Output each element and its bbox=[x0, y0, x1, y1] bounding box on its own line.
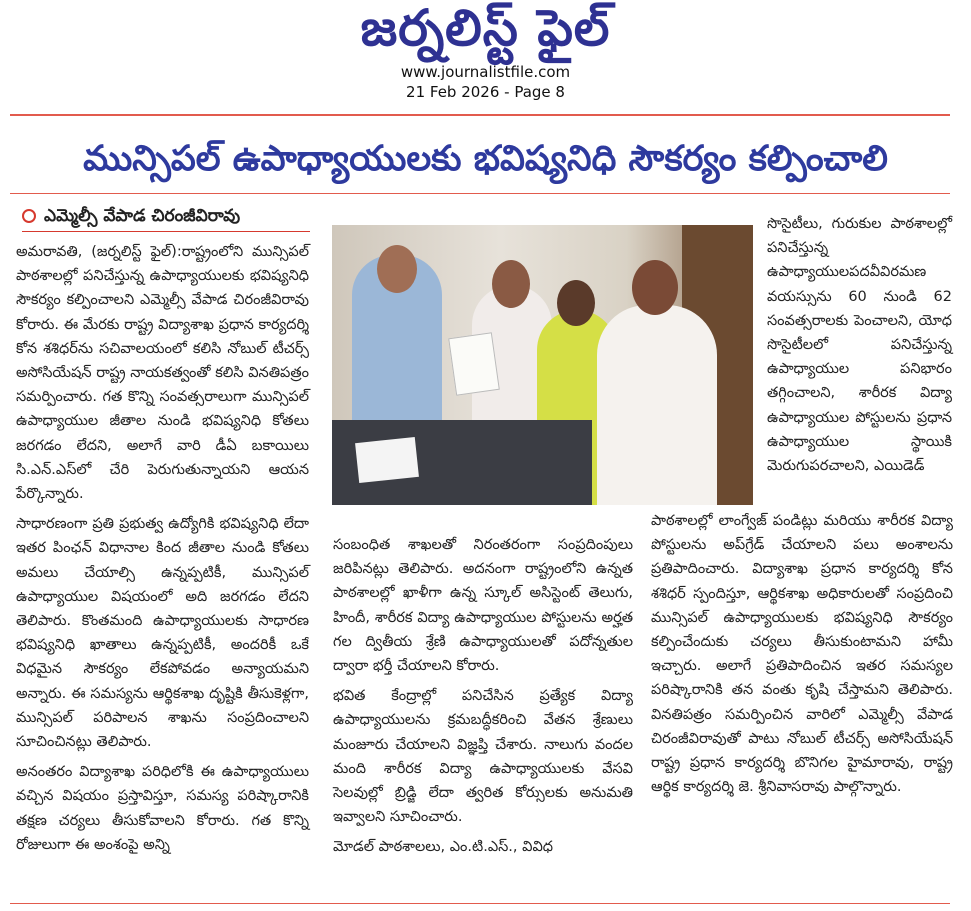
byline-underline bbox=[22, 231, 310, 232]
masthead-date: 21 Feb 2026 - Page 8 bbox=[406, 83, 565, 101]
article-column-3 bbox=[651, 509, 953, 805]
masthead-title: జర్నలిస్ట్ ఫైల్ bbox=[360, 0, 611, 57]
article-headline: మున్సిపల్ ఉపాధ్యాయులకు భవిష్యనిధి సౌకర్యం కల్పించాలి bbox=[83, 139, 888, 179]
top-divider bbox=[10, 114, 950, 116]
paragraph: సంబంధిత శాఖలతో నిరంతరంగా సంప్రదింపులు జరిపినట్లు తెలిపారు. అదనంగా రాష్ట్రంలోని ఉన్నత పాఠశాలల్లో ఖాళీగా ఉన్న స్కూల్ అసిస్టెంట్ తెలుగు, హిందీ, శారీరక విద్యా ఉపాధ్యాయుల పోస్టులను అర్హత గల ద్వితీయ శ్రేణి ఉపాధ్యాయులతో పదోన్నతుల ద్వారా భర్తీ చేయాలని కోరారు. bbox=[333, 537, 633, 675]
petition-paper-icon bbox=[448, 332, 500, 396]
bottom-divider bbox=[10, 903, 950, 904]
byline bbox=[22, 204, 240, 228]
headline-divider bbox=[10, 193, 950, 194]
paragraph: అమరావతి, (జర్నలిస్ట్ ఫైల్):రాష్ట్రంలోని మున్సిపల్ పాఠశాలల్లో పనిచేస్తున్న ఉపాధ్యాయులకు భవిష్యనిధి సౌకర్యం కల్పించాలని ఎమ్మెల్సీ వేపాడ చిరంజీవిరావు కోరారు. ఈ మేరకు రాష్ట్ర విద్యాశాఖ ప్రధాన కార్యదర్శి కోన శశిధర్‌ను సచివాలయంలో కలిసి నోబుల్ టీచర్స్ అసోసియేషన్ రాష్ట్ర నాయకత్వంతో కలిసి వినతిపత్రం సమర్పించారు. గత కొన్ని సంవత్సరాలుగా మున్సిపల్ ఉపాధ్యాయుల జీతాల నుండి భవిష్యనిధి కోతలు జరగడం లేదని, అలాగే వారి డీఏ బకాయిలు సి.ఎన్.ఎస్‌లో చేరి పెరుగుతున్నాయని ఆయన పేర్కొన్నారు. bbox=[16, 244, 309, 503]
paragraph: సాధారణంగా ప్రతి ప్రభుత్వ ఉద్యోగికి భవిష్యనిధి లేదా ఇతర పింఛన్ విధానాల కింద జీతాల నుండి కోతలు అమలు చేయాల్సి ఉన్నప్పటికీ, మున్సిపల్ ఉపాధ్యాయుల విషయంలో అది జరగడం లేదని తెలిపారు. కొంతమంది ఉపాధ్యాయులకు సాధారణ భవిష్యనిధి ఖాతాలు ఉన్నప్పటికీ, అందరికీ ఒకే విధమైన సౌకర్యం లేకపోవడం అన్యాయమని అన్నారు. ఈ సమస్యను ఆర్థికశాఖ దృష్టికి తీసుకెళ్లగా, మున్సిపల్ పరిపాలన శాఖను సంప్రదించాలని సూచించినట్లు తెలిపారు. bbox=[16, 516, 309, 751]
masthead-url[interactable]: www.journalistfile.com bbox=[400, 63, 571, 81]
bullet-icon bbox=[22, 209, 36, 223]
paragraph: పాఠశాలల్లో లాంగ్వేజ్ పండిట్లు మరియు శారీరక విద్యా పోస్టులను అప్‌గ్రేడ్ చేయాలని పలు అంశాలను ప్రతిపాదించారు. విద్యాశాఖ ప్రధాన కార్యదర్శి కోన శశిధర్ స్పందిస్తూ, ఆర్థికశాఖ అధికారులతో సంప్రదించి మున్సిపల్ ఉపాధ్యాయులకు భవిష్యనిధి సౌకర్యం కల్పించేందుకు చర్యలు తీసుకుంటామని హామీ ఇచ్చారు. అలాగే ప్రతిపాదించిన ఇతర సమస్యల పరిష్కారానికి తన వంతు కృషి చేస్తామని తెలిపారు. వినతిపత్రం సమర్పించిన వారిలో ఎమ్మెల్సీ వేపాడ చిరంజీవిరావుతో పాటు నోబుల్ టీచర్స్ అసోసియేషన్ రాష్ట్ర ప్రధాన కార్యదర్శి బొనిగల హైమారావు, రాష్ట్ర ఆర్థిక కార్యదర్శి జె. శ్రీనివాసరావు పాల్గొన్నారు. bbox=[651, 513, 953, 796]
article-column-2 bbox=[333, 533, 633, 866]
article-column-1 bbox=[16, 240, 309, 863]
byline-text: ఎమ్మెల్సీ వేపాడ చిరంజీవిరావు bbox=[44, 206, 241, 226]
article-column-3-top: సొసైటీలు, గురుకుల పాఠశాలల్లో పనిచేస్తున్న ఉపాధ్యాయులపదవీవిరమణ వయస్సును 60 నుండి 62 సంవత్సరాలకు పెంచాలని, యోధ సొసైటీలలో పనిచేస్తున్న ఉపాధ్యాయుల పనిభారం తగ్గించాలని, శారీరక విద్యా ఉపాధ్యాయుల పోస్టులను ప్రధాన ఉపాధ్యాయుల స్థాయికి మెరుగుపరచాలని, ఎయిడెడ్ bbox=[767, 216, 952, 475]
paragraph: భవిత కేంద్రాల్లో పనిచేసిన ప్రత్యేక విద్యా ఉపాధ్యాయులను క్రమబద్ధీకరించి వేతన శ్రేణులు మంజూరు చేయాలని విజ్ఞప్తి చేశారు. నాలుగు వందల మంది శారీరక విద్యా ఉపాధ్యాయులకు వేసవి సెలవుల్లో బ్రిడ్జి లేదా త్వరిత కోర్సులకు అనుమతి ఇవ్వాలని సూచించారు. bbox=[333, 688, 633, 826]
article-photo bbox=[332, 225, 753, 505]
paragraph: అనంతరం విద్యాశాఖ పరిధిలోకి ఈ ఉపాధ్యాయులు వచ్చిన విషయం ప్రస్తావిస్తూ, సమస్య పరిష్కారానికి తక్షణ చర్యలు తీసుకోవాలని కోరారు. గత కొన్ని రోజులుగా ఈ అంశంపై అన్ని bbox=[16, 764, 309, 853]
paragraph: మోడల్ పాఠశాలలు, ఎం.టి.ఎస్., వివిధ bbox=[333, 839, 553, 856]
